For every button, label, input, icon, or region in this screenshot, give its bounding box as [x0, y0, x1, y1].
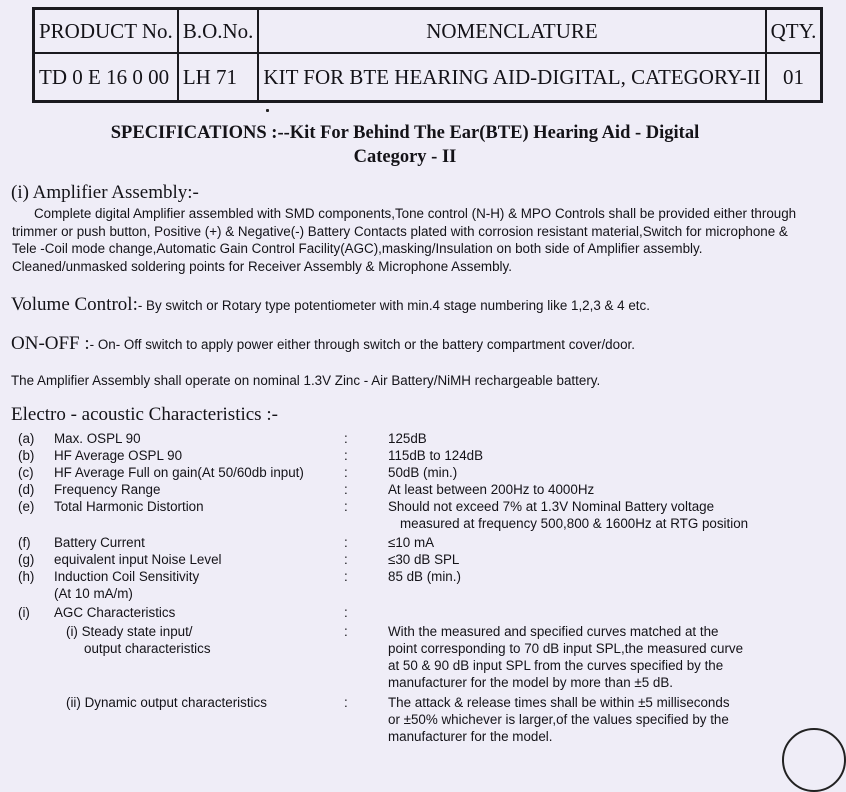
- spec-label: (a): [18, 431, 35, 446]
- spec-value: 50dB (min.): [388, 465, 458, 480]
- agc-steady-label: (i) Steady state input/: [66, 624, 193, 639]
- agc-steady-value-1: With the measured and specified curves matched at the: [388, 624, 719, 639]
- spec-title: [0, 121, 810, 169]
- spec-colon: :: [344, 569, 348, 584]
- spec-value: 115dB to 124dB: [388, 448, 484, 463]
- onoff-line: [11, 333, 635, 355]
- amplifier-heading: (i) Amplifier Assembly:-: [11, 182, 199, 203]
- spec-text: AGC Characteristics: [54, 605, 176, 620]
- spec-label: (e): [18, 499, 35, 514]
- agc-dynamic-row: [0, 694, 810, 748]
- bo-no-cell: LH 71: [178, 53, 259, 102]
- spec-label: (c): [18, 465, 34, 480]
- spec-row-d: [0, 481, 810, 498]
- spec-text: HF Average OSPL 90: [54, 448, 183, 463]
- col-qty-header: QTY.: [766, 9, 822, 54]
- spec-value-cont: measured at frequency 500,800 & 1600Hz at RTG position: [400, 516, 749, 531]
- agc-dynamic-colon: :: [344, 695, 348, 710]
- volume-control-line: [11, 294, 650, 316]
- spec-value: Should not exceed 7% at 1.3V Nominal Battery voltage: [388, 499, 715, 514]
- spec-colon: :: [344, 605, 348, 620]
- scan-dot: [266, 109, 269, 112]
- spec-text: Total Harmonic Distortion: [54, 499, 204, 514]
- spec-value: At least between 200Hz to 4000Hz: [388, 482, 595, 497]
- spec-title-line2: Category - II: [353, 147, 457, 167]
- product-header-table: [32, 7, 823, 103]
- spec-row-b: [0, 447, 810, 464]
- spec-row-f: [0, 534, 810, 551]
- agc-dynamic-value-3: manufacturer for the model.: [388, 729, 553, 744]
- product-no-cell: TD 0 E 16 0 00: [34, 53, 178, 102]
- nomenclature-cell: KIT FOR BTE HEARING AID-DIGITAL, CATEGORY-II: [258, 53, 765, 102]
- spec-label: (g): [18, 552, 35, 567]
- spec-label: (b): [18, 448, 35, 463]
- spec-row-c: [0, 464, 810, 481]
- spec-text: Induction Coil Sensitivity: [54, 569, 200, 584]
- agc-dynamic-label: (ii) Dynamic output characteristics: [66, 695, 267, 710]
- spec-text: Max. OSPL 90: [54, 431, 141, 446]
- spec-colon: :: [344, 431, 348, 446]
- spec-text-cont: (At 10 mA/m): [54, 586, 133, 601]
- agc-steady-value-2: point corresponding to 70 dB input SPL,the measured curve: [388, 641, 744, 656]
- spec-text: Frequency Range: [54, 482, 161, 497]
- spec-value: 85 dB (min.): [388, 569, 461, 584]
- spec-colon: :: [344, 465, 348, 480]
- spec-row-e: [0, 498, 810, 532]
- spec-label: (f): [18, 535, 31, 550]
- spec-value: ≤10 mA: [388, 535, 435, 550]
- spec-label: (i): [18, 605, 30, 620]
- agc-dynamic-value-1: The attack & release times shall be within ±5 milliseconds: [388, 695, 730, 710]
- spec-value: 125dB: [388, 431, 427, 446]
- agc-dynamic-value-2: or ±50% whichever is larger,of the values specified by the: [388, 712, 729, 727]
- spec-colon: :: [344, 552, 348, 567]
- spec-colon: :: [344, 448, 348, 463]
- agc-steady-value-3: at 50 & 90 dB input SPL from the curves specified by the: [388, 658, 724, 673]
- spec-row-i: [0, 604, 810, 621]
- spec-title-line1: SPECIFICATIONS :--Kit For Behind The Ear(BTE) Hearing Aid - Digital: [110, 123, 700, 143]
- spec-colon: :: [344, 482, 348, 497]
- spec-colon: :: [344, 499, 348, 514]
- agc-steady-colon: :: [344, 624, 348, 639]
- spec-text: HF Average Full on gain(At 50/60db input): [54, 465, 304, 480]
- agc-steady-value-4: manufacturer for the model by more than ±5 dB.: [388, 675, 673, 690]
- spec-value: ≤30 dB SPL: [388, 552, 460, 567]
- agc-steady-label-cont: output characteristics: [84, 641, 211, 656]
- spec-label: (d): [18, 482, 35, 497]
- battery-note: The Amplifier Assembly shall operate on nominal 1.3V Zinc - Air Battery/NiMH rechargeable battery.: [11, 373, 601, 388]
- spec-text: Battery Current: [54, 535, 145, 550]
- spec-text: equivalent input Noise Level: [54, 552, 222, 567]
- col-bo-header: B.O.No.: [178, 9, 259, 54]
- electro-heading: Electro - acoustic Characteristics :-: [11, 404, 278, 425]
- agc-steady-row: [0, 623, 810, 693]
- amplifier-body: Complete digital Amplifier assembled with SMD components,Tone control (N-H) & MPO Controls shall be provided either through trimmer or push button, Positive (+) & Negative(-) Battery Contacts plated with corrosion resistant material,Switch for microphone & Tele -Coil mode change,Automatic Gain Control Facility(AGC),masking/Insulation on both side of Amplifier assembly. Cleaned/unmasked soldering points for Receiver Assembly & Microphone Assembly.: [12, 206, 797, 274]
- spec-row-h: [0, 568, 810, 602]
- volume-text: - By switch or Rotary type potentiometer with min.4 stage numbering like 1,2,3 & 4 etc.: [137, 298, 650, 313]
- spec-label: (h): [18, 569, 35, 584]
- onoff-text: - On- Off switch to apply power either through switch or the battery compartment cover/door.: [89, 337, 635, 352]
- volume-label: Volume Control:: [11, 294, 138, 315]
- col-nomenclature-header: NOMENCLATURE: [258, 9, 765, 54]
- spec-row-a: [0, 430, 810, 447]
- qty-cell: 01: [766, 53, 822, 102]
- col-product-header: PRODUCT No.: [34, 9, 178, 54]
- page-corner-mark: [782, 728, 846, 792]
- onoff-label: ON-OFF :: [11, 333, 90, 354]
- spec-row-g: [0, 551, 810, 568]
- spec-colon: :: [344, 535, 348, 550]
